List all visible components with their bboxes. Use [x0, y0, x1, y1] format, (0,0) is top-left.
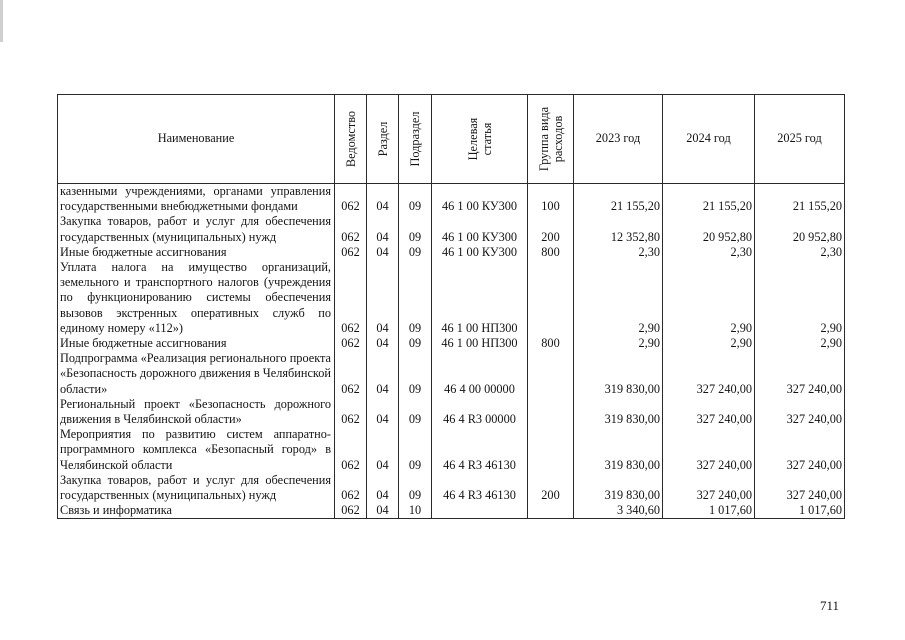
row-razdel: 04 — [367, 184, 399, 215]
row-podrazdel: 09 — [399, 214, 432, 244]
row-2023: 319 830,00 — [574, 351, 663, 397]
table-row — [58, 214, 845, 244]
row-vedomstvo: 062 — [335, 214, 367, 244]
row-2024: 1 017,60 — [663, 503, 755, 519]
page-number: 711 — [820, 598, 840, 613]
row-vedomstvo: 062 — [335, 336, 367, 351]
row-2025: 327 240,00 — [755, 473, 845, 503]
header-celevaya-statya: Целевая статья — [432, 95, 528, 184]
row-gruppa — [528, 397, 574, 427]
row-name: Региональный проект «Безопасность дорожного движения в Челябинской области» — [58, 397, 335, 427]
row-podrazdel: 09 — [399, 427, 432, 473]
row-vedomstvo: 062 — [335, 473, 367, 503]
row-2024: 20 952,80 — [663, 214, 755, 244]
row-2023: 2,90 — [574, 336, 663, 351]
row-2025: 21 155,20 — [755, 184, 845, 215]
row-gruppa — [528, 427, 574, 473]
row-name: Подпрограмма «Реализация регионального проекта «Безопасность дорожного движения в Челябинской области» — [58, 351, 335, 397]
row-vedomstvo: 062 — [335, 245, 367, 260]
header-2023: 2023 год — [574, 95, 663, 184]
row-podrazdel: 09 — [399, 473, 432, 503]
row-2024: 327 240,00 — [663, 473, 755, 503]
row-gruppa: 800 — [528, 245, 574, 260]
table-row — [58, 473, 845, 503]
row-2025: 327 240,00 — [755, 351, 845, 397]
row-gruppa: 200 — [528, 473, 574, 503]
row-2025: 2,90 — [755, 336, 845, 351]
table-row — [58, 427, 845, 473]
table-row — [58, 503, 845, 519]
row-2024: 21 155,20 — [663, 184, 755, 215]
row-celevaya: 46 1 00 КУ300 — [432, 245, 528, 260]
row-name: Связь и информатика — [58, 503, 335, 519]
row-2024: 2,30 — [663, 245, 755, 260]
row-razdel: 04 — [367, 260, 399, 336]
row-2025: 20 952,80 — [755, 214, 845, 244]
scan-edge-mark — [0, 0, 3, 42]
row-name: Мероприятия по развитию систем аппаратно-программного комплекса «Безопасный город» в Челябинской области — [58, 427, 335, 473]
row-vedomstvo: 062 — [335, 397, 367, 427]
row-2023: 21 155,20 — [574, 184, 663, 215]
row-celevaya — [432, 503, 528, 519]
row-2024: 2,90 — [663, 336, 755, 351]
table-row — [58, 397, 845, 427]
row-celevaya: 46 4 00 00000 — [432, 351, 528, 397]
row-name: Закупка товаров, работ и услуг для обеспечения государственных (муниципальных) нужд — [58, 214, 335, 244]
row-2023: 319 830,00 — [574, 427, 663, 473]
row-vedomstvo: 062 — [335, 184, 367, 215]
row-2024: 2,90 — [663, 260, 755, 336]
header-gruppa-vida-rashodov: Группа вида расходов — [528, 95, 574, 184]
row-2023: 2,90 — [574, 260, 663, 336]
row-gruppa: 100 — [528, 184, 574, 215]
row-podrazdel: 09 — [399, 397, 432, 427]
row-gruppa — [528, 351, 574, 397]
header-2024: 2024 год — [663, 95, 755, 184]
row-razdel: 04 — [367, 336, 399, 351]
table-row — [58, 260, 845, 336]
row-podrazdel: 09 — [399, 336, 432, 351]
row-2025: 1 017,60 — [755, 503, 845, 519]
row-name: казенными учреждениями, органами управления государственными внебюджетными фондами — [58, 184, 335, 215]
row-2023: 3 340,60 — [574, 503, 663, 519]
table-row — [58, 351, 845, 397]
row-celevaya: 46 4 R3 46130 — [432, 473, 528, 503]
row-celevaya: 46 1 00 НП300 — [432, 336, 528, 351]
row-razdel: 04 — [367, 427, 399, 473]
row-gruppa — [528, 503, 574, 519]
header-vedomstvo: Ведомство — [335, 95, 367, 184]
row-razdel: 04 — [367, 351, 399, 397]
row-name: Уплата налога на имущество организаций, земельного и транспортного налогов (учреждения по функционированию системы обеспечения вызовов экстренных оперативных служб по единому номеру «112») — [58, 260, 335, 336]
header-razdel: Раздел — [367, 95, 399, 184]
row-razdel: 04 — [367, 473, 399, 503]
row-2024: 327 240,00 — [663, 397, 755, 427]
row-vedomstvo: 062 — [335, 351, 367, 397]
row-podrazdel: 09 — [399, 260, 432, 336]
row-vedomstvo: 062 — [335, 260, 367, 336]
row-celevaya: 46 1 00 КУ300 — [432, 184, 528, 215]
row-celevaya: 46 1 00 НП300 — [432, 260, 528, 336]
table-row — [58, 336, 845, 351]
row-gruppa — [528, 260, 574, 336]
row-2025: 327 240,00 — [755, 427, 845, 473]
table-header-row — [58, 95, 845, 184]
row-razdel: 04 — [367, 397, 399, 427]
row-podrazdel: 09 — [399, 184, 432, 215]
row-2025: 2,90 — [755, 260, 845, 336]
row-razdel: 04 — [367, 214, 399, 244]
row-2024: 327 240,00 — [663, 427, 755, 473]
table-row — [58, 184, 845, 215]
row-razdel: 04 — [367, 503, 399, 519]
row-name: Иные бюджетные ассигнования — [58, 336, 335, 351]
budget-table — [57, 94, 845, 519]
row-gruppa: 200 — [528, 214, 574, 244]
row-2025: 327 240,00 — [755, 397, 845, 427]
row-celevaya: 46 1 00 КУ300 — [432, 214, 528, 244]
row-2023: 319 830,00 — [574, 397, 663, 427]
row-podrazdel: 10 — [399, 503, 432, 519]
row-2024: 327 240,00 — [663, 351, 755, 397]
row-2023: 12 352,80 — [574, 214, 663, 244]
row-razdel: 04 — [367, 245, 399, 260]
header-podrazdel: Подраздел — [399, 95, 432, 184]
row-name: Закупка товаров, работ и услуг для обеспечения государственных (муниципальных) нужд — [58, 473, 335, 503]
table-row — [58, 245, 845, 260]
row-2023: 2,30 — [574, 245, 663, 260]
header-name: Наименование — [58, 95, 335, 184]
row-celevaya: 46 4 R3 00000 — [432, 397, 528, 427]
row-gruppa: 800 — [528, 336, 574, 351]
row-vedomstvo: 062 — [335, 503, 367, 519]
row-name: Иные бюджетные ассигнования — [58, 245, 335, 260]
row-vedomstvo: 062 — [335, 427, 367, 473]
row-2023: 319 830,00 — [574, 473, 663, 503]
row-celevaya: 46 4 R3 46130 — [432, 427, 528, 473]
row-2025: 2,30 — [755, 245, 845, 260]
row-podrazdel: 09 — [399, 245, 432, 260]
row-podrazdel: 09 — [399, 351, 432, 397]
header-2025: 2025 год — [755, 95, 845, 184]
